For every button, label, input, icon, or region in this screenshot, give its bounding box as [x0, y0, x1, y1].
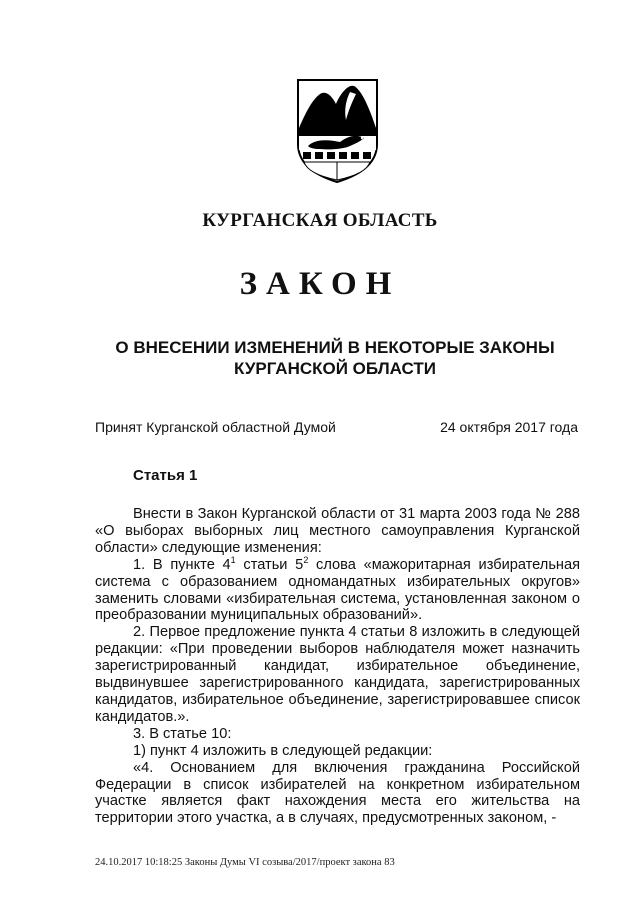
paragraph: Внести в Закон Курганской области от 31 марта 2003 года № 288 «О выборах выборных лиц местного самоуправления Курганской области» следующие изменения: [95, 506, 580, 556]
article-title: Статья 1 [133, 467, 198, 484]
superscript: 1 [230, 554, 236, 565]
law-subject-line-1: О ВНЕСЕНИИ ИЗМЕНЕНИЙ В НЕКОТОРЫЕ ЗАКОНЫ [115, 338, 555, 357]
law-subject-line-2: КУРГАНСКОЙ ОБЛАСТИ [234, 359, 436, 378]
article-body [95, 506, 580, 827]
paragraph: 2. Первое предложение пункта 4 статьи 8 изложить в следующей редакции: «При проведении выборов наблюдателя может назначить зарегистрированный кандидат, избирательное объединение, выдвинувшее зарегистрированного кандидата, зарегистрированных кандидатов, избирательное объединение, зарегистрировавшее список кандидатов.». [95, 624, 580, 725]
paragraph: 1) пункт 4 изложить в следующей редакции: [133, 742, 433, 759]
law-subject [100, 337, 570, 379]
coat-of-arms-icon [290, 76, 385, 186]
superscript: 2 [303, 554, 309, 565]
adopted-date: 24 октября 2017 года [440, 419, 578, 435]
footer-path: 24.10.2017 10:18:25 Законы Думы VI созыва/2017/проект закона 83 [95, 857, 395, 868]
paragraph-text: 1. В пункте 4 [133, 556, 231, 573]
document-type-title: ЗАКОН [239, 266, 401, 302]
paragraph [95, 554, 581, 625]
region-title: КУРГАНСКАЯ ОБЛАСТЬ [202, 210, 438, 231]
paragraph-text: статьи 5 [235, 556, 304, 573]
paragraph: «4. Основанием для включения гражданина Российской Федерации в список избирателей на конкретном избирательном участке является факт нахождения места его жительства на территории этого участка, а в случаях, предусмотренных законом, - [95, 759, 580, 827]
paragraph-text: слова «мажоритарная избирательная система с образованием одномандатных избирательных округов» заменить словами «избирательная система, установленная законом о преобразовании муниципальных образований». [95, 556, 581, 624]
paragraph: 3. В статье 10: [133, 725, 232, 742]
adopted-by-text: Принят Курганской областной Думой [95, 419, 336, 435]
